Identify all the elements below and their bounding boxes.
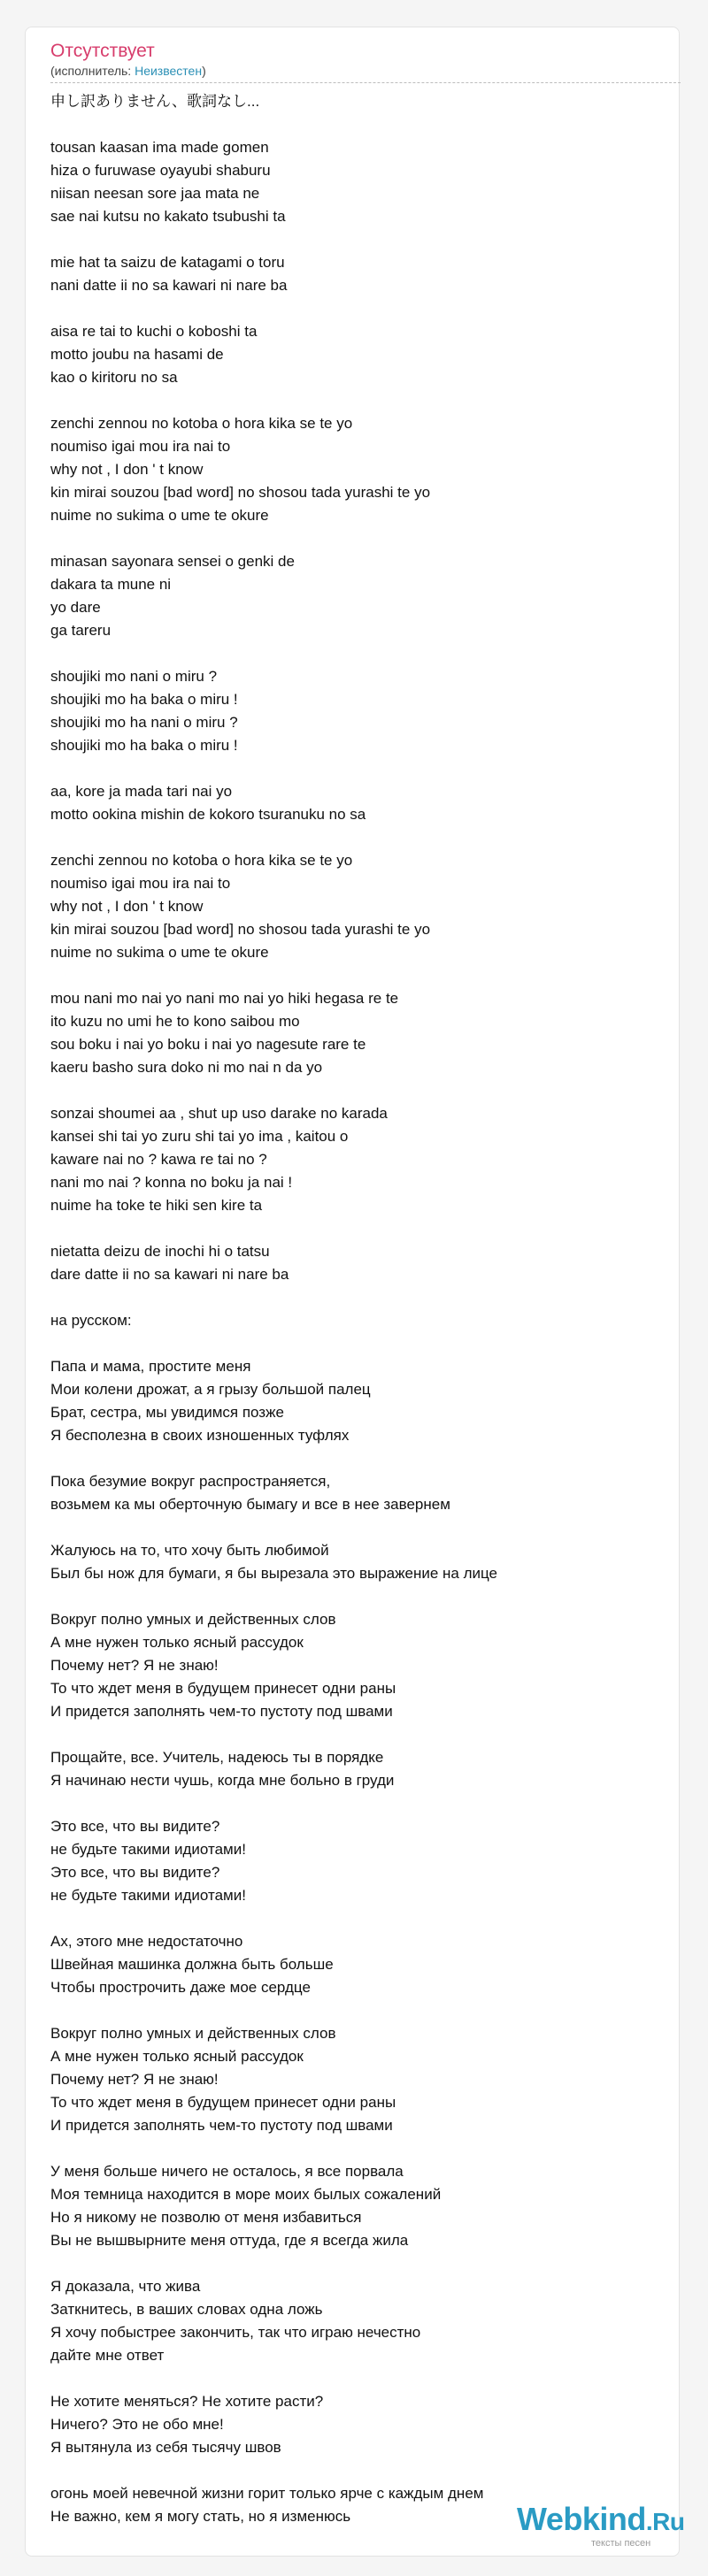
lyric-line: mie hat ta saizu de katagami o toru xyxy=(50,254,285,271)
lyric-line: огонь моей невечной жизни горит только ярче с каждым днем xyxy=(50,2485,484,2502)
lyric-line: nuime ha toke te hiki sen kire ta xyxy=(50,1197,263,1214)
lyric-line: Мои колени дрожат, а я грызу большой палец xyxy=(50,1381,371,1398)
lyric-line: mou nani mo nai yo nani mo nai yo hiki hegasa re te xyxy=(50,990,399,1007)
lyric-line: Жалуюсь на то, что хочу быть любимой xyxy=(50,1542,329,1559)
webkind-logo[interactable] xyxy=(517,2502,694,2555)
stanza-gap xyxy=(50,2252,666,2275)
lyric-line: Не хотите меняться? Не хотите расти? xyxy=(50,2393,324,2410)
brand-name xyxy=(517,2502,684,2540)
lyric-line: Почему нет? Я не знаю! xyxy=(50,2071,219,2088)
stanza-gap xyxy=(50,1286,666,1309)
lyric-line: nietatta deizu de inochi hi o tatsu xyxy=(50,1243,270,1260)
lyric-line: nuime no sukima o ume te okure xyxy=(50,944,269,961)
lyric-line: kin mirai souzou [bad word] no shosou tada yurashi te yo xyxy=(50,484,431,501)
stanza-gap xyxy=(50,757,666,780)
brand-word: Webkind xyxy=(517,2501,646,2537)
stanza-gap xyxy=(50,1792,666,1815)
lyric-line: не будьте такими идиотами! xyxy=(50,1887,246,1904)
lyric-line: zenchi zennou no kotoba o hora kika se te yo xyxy=(50,852,353,869)
stanza-gap xyxy=(50,113,666,136)
stanza-gap xyxy=(50,297,666,320)
brand-tld: .Ru xyxy=(645,2508,685,2535)
stanza-gap xyxy=(50,1079,666,1102)
artist-link[interactable]: Неизвестен xyxy=(135,64,203,78)
lyric-line: niisan neesan sore jaa mata ne xyxy=(50,185,260,202)
lyric-line: tousan kaasan ima made gomen xyxy=(50,139,269,156)
brand-tagline: тексты песен xyxy=(591,2538,651,2549)
stanza-gap xyxy=(50,2459,666,2482)
artist-suffix: ) xyxy=(202,64,206,78)
lyric-line: Ничего? Это не обо мне! xyxy=(50,2416,224,2433)
lyric-line: nani datte ii no sa kawari ni nare ba xyxy=(50,277,288,294)
lyric-line: Моя темница находится в море моих былых сожалений xyxy=(50,2186,442,2203)
lyric-line: Это все, что вы видите? xyxy=(50,1864,220,1881)
lyric-line: minasan sayonara sensei o genki de xyxy=(50,553,295,570)
lyric-line: То что ждет меня в будущем принесет одни раны xyxy=(50,1680,396,1697)
stanza-gap xyxy=(50,1332,666,1355)
lyric-line: shoujiki mo nani o miru ? xyxy=(50,668,218,685)
stanza-gap xyxy=(50,1585,666,1608)
lyric-line: Я бесполезна в своих изношенных туфлях xyxy=(50,1427,350,1444)
song-title: Отсутствует xyxy=(50,41,155,61)
lyric-line: на русском: xyxy=(50,1312,132,1329)
lyric-line: Швейная машинка должна быть больше xyxy=(50,1956,334,1973)
stanza-gap xyxy=(50,2137,666,2160)
lyric-line: У меня больше ничего не осталось, я все порвала xyxy=(50,2163,404,2180)
lyric-line: nuime no sukima o ume te okure xyxy=(50,507,269,524)
lyric-line: nani mo nai ? konna no boku ja nai ! xyxy=(50,1174,293,1191)
artist-prefix: (исполнитель: xyxy=(50,64,135,78)
lyric-line: Вокруг полно умных и действенных слов xyxy=(50,1611,336,1628)
lyric-line: возьмем ка мы оберточную бымагу и все в нее завернем xyxy=(50,1496,450,1513)
stanza-gap xyxy=(50,1907,666,1930)
stanza-gap xyxy=(50,642,666,665)
lyric-line: yo dare xyxy=(50,599,101,616)
lyric-line: why not , I don ' t know xyxy=(50,461,204,478)
lyric-line: kao o kiritoru no sa xyxy=(50,369,178,386)
lyric-line: И придется заполнять чем-то пустоту под швами xyxy=(50,1703,393,1720)
stanza-gap xyxy=(50,1723,666,1746)
lyric-line: noumiso igai mou ira nai to xyxy=(50,438,231,455)
lyric-line: Папа и мама, простите меня xyxy=(50,1358,251,1375)
stanza-gap xyxy=(50,2367,666,2390)
lyric-line: hiza o furuwase oyayubi shaburu xyxy=(50,162,271,179)
lyric-line: kaeru basho sura doko ni mo nai n da yo xyxy=(50,1059,323,1076)
stanza-gap xyxy=(50,527,666,550)
lyric-line: Прощайте, все. Учитель, надеюсь ты в порядке xyxy=(50,1749,384,1766)
stanza-gap xyxy=(50,826,666,849)
lyric-line: Вы не вышвырните меня оттуда, где я всегда жила xyxy=(50,2232,409,2249)
stanza-gap xyxy=(50,389,666,412)
lyric-line: Это все, что вы видите? xyxy=(50,1818,220,1835)
lyric-line: Но я никому не позволю от меня избавиться xyxy=(50,2209,362,2226)
lyric-line: Я вытянула из себя тысячу швов xyxy=(50,2439,281,2456)
stanza-gap xyxy=(50,228,666,251)
stanza-gap xyxy=(50,1999,666,2022)
lyric-line: Я хочу побыстрее закончить, так что играю нечестно xyxy=(50,2324,421,2341)
lyric-line: sonzai shoumei aa , shut up uso darake no karada xyxy=(50,1105,388,1122)
lyric-line: kaware nai no ? kawa re tai no ? xyxy=(50,1151,267,1168)
lyric-line: kin mirai souzou [bad word] no shosou tada yurashi te yo xyxy=(50,921,431,938)
stanza-gap xyxy=(50,1447,666,1470)
lyric-line: Я доказала, что жива xyxy=(50,2278,201,2295)
lyric-line: kansei shi tai yo zuru shi tai yo ima , kaitou o xyxy=(50,1128,349,1145)
artist-line xyxy=(50,63,666,79)
stanza-gap xyxy=(50,964,666,987)
stanza-gap xyxy=(50,1217,666,1240)
lyric-line: shoujiki mo ha baka o miru ! xyxy=(50,691,238,708)
lyric-line: sou boku i nai yo boku i nai yo nagesute rare te xyxy=(50,1036,366,1053)
lyric-line: 申し訳ありません、歌詞なし... xyxy=(50,93,260,110)
lyric-line: Заткнитесь, в ваших словах одна ложь xyxy=(50,2301,323,2318)
lyric-line: А мне нужен только ясный рассудок xyxy=(50,2048,304,2065)
lyric-line: sae nai kutsu no kakato tsubushi ta xyxy=(50,208,286,225)
lyric-line: shoujiki mo ha baka o miru ! xyxy=(50,737,238,754)
lyric-line: ito kuzu no umi he to kono saibou mo xyxy=(50,1013,300,1030)
title-divider xyxy=(50,82,681,83)
lyric-line: И придется заполнять чем-то пустоту под швами xyxy=(50,2117,393,2134)
stanza-gap xyxy=(50,1516,666,1539)
lyric-line: why not , I don ' t know xyxy=(50,898,204,915)
lyrics-body xyxy=(50,90,666,2528)
lyric-line: Пока безумие вокруг распространяется, xyxy=(50,1473,331,1490)
lyric-line: ga tareru xyxy=(50,622,112,639)
lyric-line: dare datte ii no sa kawari ni nare ba xyxy=(50,1266,289,1283)
lyric-line: Я начинаю нести чушь, когда мне больно в груди xyxy=(50,1772,395,1789)
lyric-line: Вокруг полно умных и действенных слов xyxy=(50,2025,336,2042)
lyric-line: aa, kore ja mada tari nai yo xyxy=(50,783,233,800)
lyric-line: Ах, этого мне недостаточно xyxy=(50,1933,243,1950)
lyric-line: Почему нет? Я не знаю! xyxy=(50,1657,219,1674)
lyric-line: не будьте такими идиотами! xyxy=(50,1841,246,1858)
lyric-line: dakara ta mune ni xyxy=(50,576,172,593)
lyric-line: То что ждет меня в будущем принесет одни раны xyxy=(50,2094,396,2111)
lyric-line: zenchi zennou no kotoba o hora kika se te yo xyxy=(50,415,353,432)
lyric-line: Брат, сестра, мы увидимся позже xyxy=(50,1404,284,1421)
lyric-line: Был бы нож для бумаги, я бы вырезала это выражение на лице xyxy=(50,1565,498,1582)
lyric-line: aisa re tai to kuchi o koboshi ta xyxy=(50,323,258,340)
lyrics-card xyxy=(25,27,680,2557)
lyric-line: Не важно, кем я могу стать, но я изменюсь xyxy=(50,2508,351,2525)
lyric-line: Чтобы прострочить даже мое сердце xyxy=(50,1979,311,1996)
lyric-line: motto joubu na hasami de xyxy=(50,346,224,363)
lyric-line: А мне нужен только ясный рассудок xyxy=(50,1634,304,1651)
lyric-line: дайте мне ответ xyxy=(50,2347,165,2364)
lyric-line: motto ookina mishin de kokoro tsuranuku no sa xyxy=(50,806,366,823)
lyric-line: noumiso igai mou ira nai to xyxy=(50,875,231,892)
lyric-line: shoujiki mo ha nani o miru ? xyxy=(50,714,238,731)
